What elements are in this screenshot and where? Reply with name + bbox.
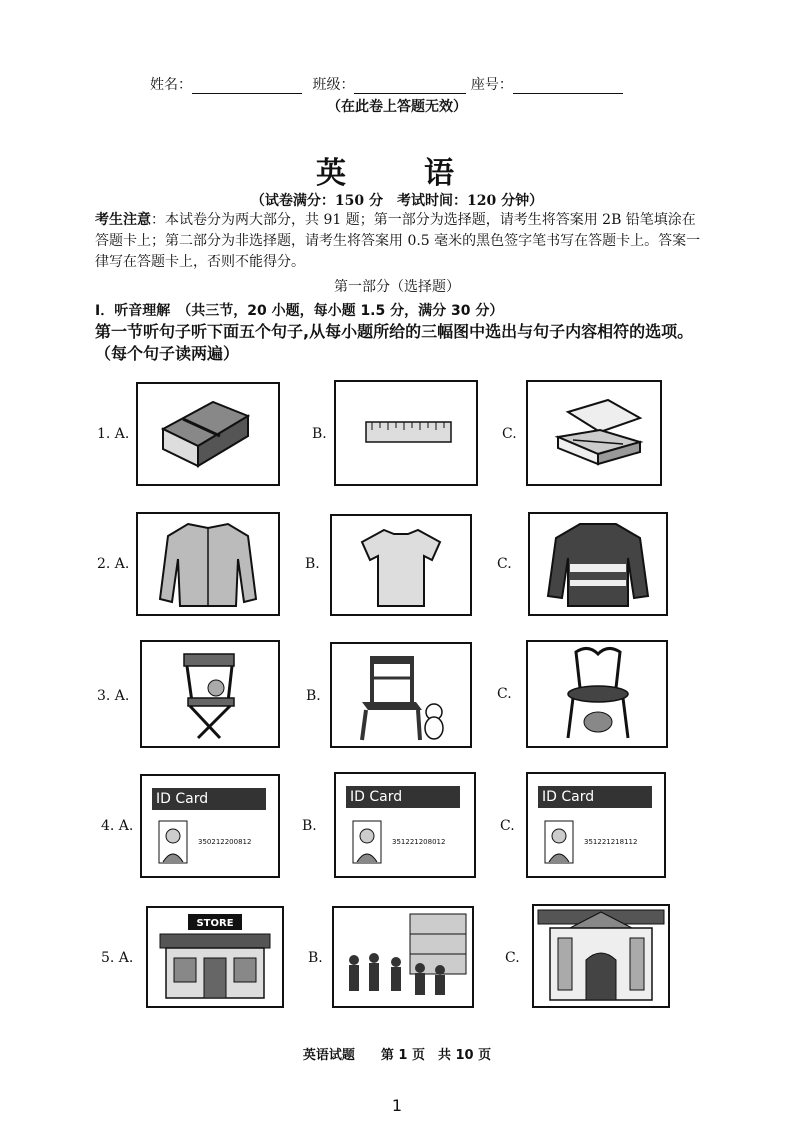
class-label: 班级： xyxy=(312,77,355,93)
id-photo-icon xyxy=(158,820,188,864)
id-photo-icon xyxy=(352,820,382,864)
q5-option-b-library[interactable] xyxy=(332,906,474,1008)
q1-option-b-label: B. xyxy=(312,426,327,442)
answer-invalid-note: （在此卷上答题无效） xyxy=(327,99,467,115)
q1-option-b-ruler[interactable] xyxy=(334,380,478,486)
q2-option-c-label: C. xyxy=(497,556,512,572)
q3-option-a-folding-chair-cat[interactable] xyxy=(140,640,280,748)
q3-option-c-label: C. xyxy=(497,686,512,702)
q1-option-c-label: C. xyxy=(502,426,517,442)
ruler-picture xyxy=(336,382,476,484)
page-footer: 英语试题 第 1 页 共 10 页 xyxy=(302,1048,492,1063)
ornate-chair-picture xyxy=(528,642,666,746)
q4-option-a-label: 4. A. xyxy=(101,818,134,834)
name-field[interactable] xyxy=(192,79,302,94)
store-picture xyxy=(148,908,282,1006)
sweater-picture xyxy=(530,514,666,614)
q5-option-a-store[interactable] xyxy=(146,906,284,1008)
class-field[interactable] xyxy=(354,79,466,94)
school-building-picture xyxy=(534,906,668,1006)
pencil-box-picture xyxy=(528,382,660,484)
q2-option-b-label: B. xyxy=(305,556,320,572)
q2-option-a-jacket[interactable] xyxy=(136,512,280,616)
q2-option-a-label: 2. A. xyxy=(97,556,130,572)
q4-option-c-id-card[interactable] xyxy=(526,772,666,878)
part-one-heading: 第一部分（选择题） xyxy=(334,279,460,295)
seat-field[interactable] xyxy=(513,79,623,94)
page-number: 1 xyxy=(391,1096,403,1115)
q5-option-b-label: B. xyxy=(308,950,323,966)
q3-option-b-label: B. xyxy=(306,688,321,704)
id-number: 351221208012 xyxy=(392,838,446,846)
id-card-header: ID Card xyxy=(152,788,266,810)
q1-option-a-eraser[interactable] xyxy=(136,382,280,486)
id-photo-icon xyxy=(544,820,574,864)
jacket-picture xyxy=(138,514,278,614)
q3-option-b-chair-cat[interactable] xyxy=(330,642,472,748)
q4-option-c-label: C. xyxy=(500,818,515,834)
name-label: 姓名： xyxy=(150,77,192,93)
exam-subtitle: （试卷满分：150 分 考试时间：120 分钟） xyxy=(250,193,544,209)
exam-notice xyxy=(95,210,705,273)
q1-option-a-label: 1. A. xyxy=(97,426,130,442)
notice-text: ：本试卷分为两大部分，共 91 题；第一部分为选择题，请考生将答案用 2B 铅笔填涂在答题卡上；第二部分为非选择题，请考生将答案用 0.5 毫米的黑色签字笔书写在答题卡上。答案一律写在答题卡上，否则不能得分。 xyxy=(95,212,701,270)
q4-option-b-id-card[interactable] xyxy=(334,772,476,878)
id-card-header: ID Card xyxy=(346,786,460,808)
exam-title: 英 语 xyxy=(316,156,478,191)
tshirt-picture xyxy=(332,516,470,614)
q3-option-c-chair-under-cat[interactable] xyxy=(526,640,668,748)
id-number: 350212200812 xyxy=(198,838,252,846)
q2-option-b-tshirt[interactable] xyxy=(330,514,472,616)
id-number: 351221218112 xyxy=(584,838,638,846)
folding-chair-picture xyxy=(142,642,278,746)
eraser-picture xyxy=(138,384,278,484)
q5-option-c-label: C. xyxy=(505,950,520,966)
seat-label: 座号： xyxy=(470,77,513,93)
q5-option-a-label: 5. A. xyxy=(101,950,134,966)
q5-option-c-school-building[interactable] xyxy=(532,904,670,1008)
store-sign-text: STORE xyxy=(196,918,234,929)
section-title: I．听音理解 （共三节，20 小题，每小题 1.5 分，满分 30 分） xyxy=(95,303,504,319)
q2-option-c-sweater[interactable] xyxy=(528,512,668,616)
q1-option-c-pencil-box[interactable] xyxy=(526,380,662,486)
q3-option-a-label: 3. A. xyxy=(97,688,130,704)
chair-and-cat-picture xyxy=(332,644,470,746)
student-info-line xyxy=(150,74,623,94)
id-card-header: ID Card xyxy=(538,786,652,808)
section-intro: 第一节听句子听下面五个句子,从每小题所给的三幅图中选出与句子内容相符的选项。（每个句子读两遍） xyxy=(95,322,694,363)
q4-option-a-id-card[interactable] xyxy=(140,774,280,878)
q4-option-b-label: B. xyxy=(302,818,317,834)
library-picture xyxy=(334,908,472,1006)
notice-label: 考生注意 xyxy=(95,212,151,228)
